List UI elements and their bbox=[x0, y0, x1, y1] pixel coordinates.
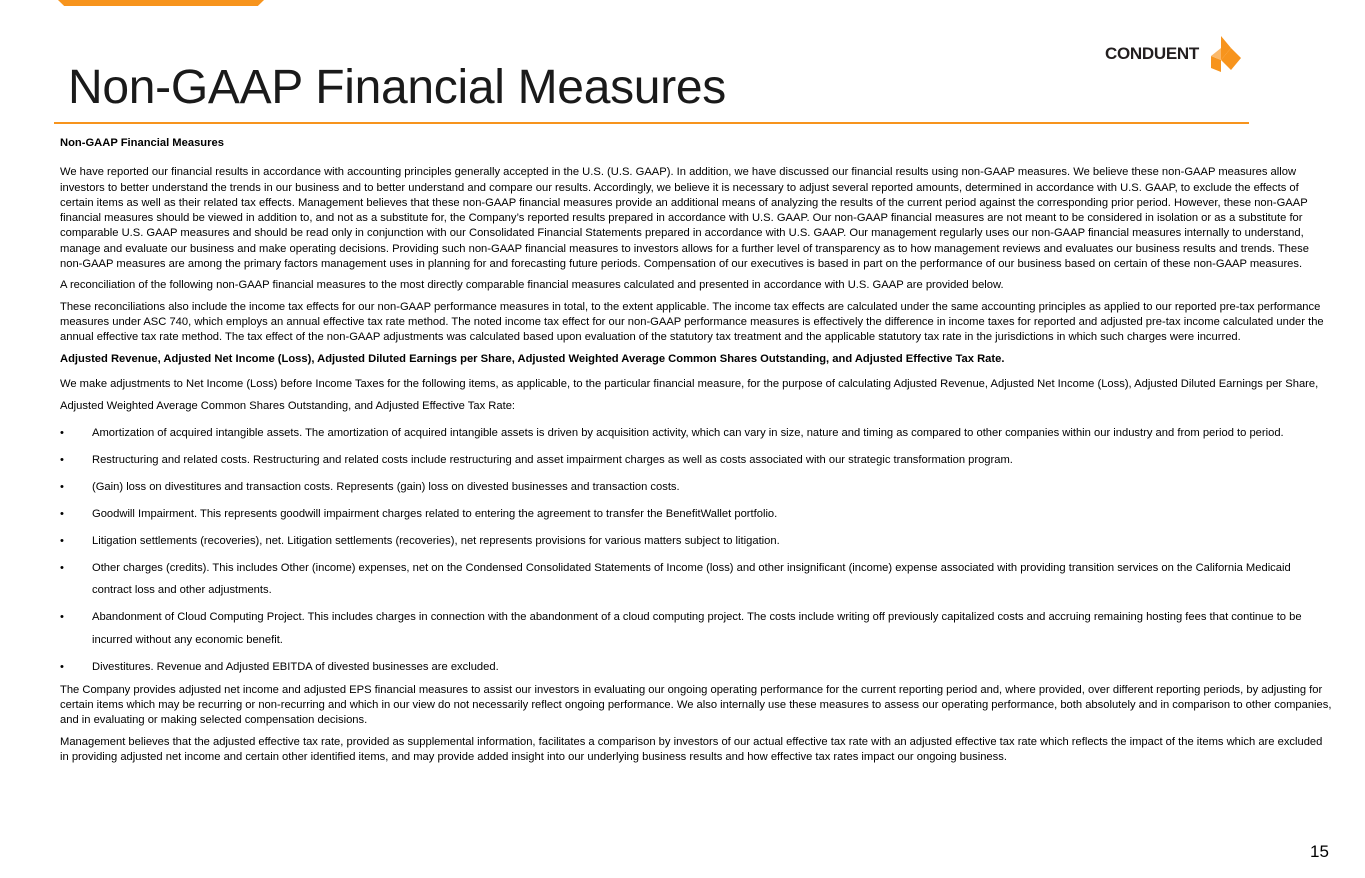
list-item-text: Divestitures. Revenue and Adjusted EBITDA of divested businesses are excluded. bbox=[92, 660, 499, 673]
list-item-text: Amortization of acquired intangible assets. The amortization of acquired intangible assets is driven by acquisition activity, which can vary in size, nature and timing as compared to other companies within our industry and from period to period. bbox=[92, 426, 1284, 439]
paragraph-effective-tax-rate: Management believes that the adjusted effective tax rate, provided as supplemental information, facilitates a comparison by investors of our actual effective tax rate with an adjusted effective tax rate which reflects the impact of the items which are excluded in providing adjusted net income and certain other identified items, and may provide added insight into our underlying business results and how effective tax rates impact our ongoing business. bbox=[60, 735, 1323, 764]
bullet-marker: • bbox=[60, 561, 64, 574]
title-divider bbox=[54, 122, 1249, 124]
list-item bbox=[60, 606, 1332, 651]
list-item-text: Restructuring and related costs. Restructuring and related costs include restructuring and asset impairment charges as well as costs associated with our strategic transformation program. bbox=[92, 453, 1013, 466]
paragraph-intro: We have reported our financial results in accordance with accounting principles generally accepted in the U.S. (U.S. GAAP). In addition, we have discussed our financial results using non-GAAP measures. We believe these non-GAAP measures allow investors to better understand the trends in our business and to better understand and compare our results. Accordingly, we believe it is necessary to adjust several reported amounts, determined in accordance with U.S. GAAP, to exclude the effects of certain items as well as their related tax effects. Management believes that these non-GAAP financial measures provide an additional means of analyzing the results of the current period against the corresponding prior period. However, these non-GAAP financial measures should be viewed in addition to, and not as a substitute for, the Company’s reported results prepared in accordance with U.S. GAAP. Our non-GAAP financial measures are not meant to be considered in isolation or as a substitute for comparable U.S. GAAP measures and should be read only in conjunction with our Consolidated Financial Statements prepared in accordance with U.S. GAAP. Our management regularly uses our non-GAAP financial measures internally to understand, manage and evaluate our business and make operating decisions. Providing such non-GAAP financial measures to investors allows for a further level of transparency as to how management reviews and evaluates our business results and trends. These non-GAAP measures are among the primary factors management uses in planning for and forecasting future periods. Compensation of our executives is based in part on the performance of our business based on certain of these non-GAAP measures. bbox=[60, 166, 1309, 271]
list-item-text: Other charges (credits). This includes Other (income) expenses, net on the Condensed Consolidated Statements of Income (loss) and other insignificant (income) expense associated with providing transition services on the California Medicaid contract loss and other adjustments. bbox=[92, 561, 1291, 597]
bullet-marker: • bbox=[60, 507, 64, 520]
section-heading: Non-GAAP Financial Measures bbox=[60, 137, 224, 149]
bullet-marker: • bbox=[60, 453, 64, 466]
paragraph-reconciliation: A reconciliation of the following non-GAAP financial measures to the most directly comparable financial measures calculated and presented in accordance with U.S. GAAP are provided below. bbox=[60, 279, 1004, 292]
adjustments-intro: We make adjustments to Net Income (Loss) before Income Taxes for the following items, as applicable, to the particular financial measure, for the purpose of calculating Adjusted Revenue, Adjusted Net Income (Loss), Adjusted Diluted Earnings per Share, Adjusted Weighted Average Common Shares Outstanding, and Adjusted Effective Tax Rate: bbox=[60, 377, 1319, 413]
bullet-marker: • bbox=[60, 426, 64, 439]
list-item bbox=[60, 449, 1332, 472]
adjustments-list bbox=[60, 422, 1332, 679]
list-item-text: Abandonment of Cloud Computing Project. This includes charges in connection with the abandonment of a cloud computing project. The costs include writing off previously capitalized costs and accruing remaining hosting fees that continue to be incurred without any economic benefit. bbox=[92, 611, 1302, 646]
adjusted-measures-heading: Adjusted Revenue, Adjusted Net Income (Loss), Adjusted Diluted Earnings per Share, Adjusted Weighted Average Common Shares Outstanding, and Adjusted Effective Tax Rate. bbox=[60, 352, 1005, 365]
bullet-marker: • bbox=[60, 480, 64, 493]
list-item bbox=[60, 503, 1332, 526]
top-accent-bar bbox=[58, 0, 264, 6]
list-item bbox=[60, 557, 1332, 602]
conduent-logo bbox=[1105, 34, 1245, 74]
document-body bbox=[60, 136, 1332, 771]
conduent-mark-icon bbox=[1205, 34, 1245, 74]
page-number: 15 bbox=[1310, 842, 1329, 861]
list-item bbox=[60, 476, 1332, 499]
page-title: Non-GAAP Financial Measures bbox=[68, 61, 726, 114]
logo-wordmark: CONDUENT bbox=[1105, 44, 1199, 63]
list-item-text: (Gain) loss on divestitures and transaction costs. Represents (gain) loss on divested businesses and transaction costs. bbox=[92, 480, 680, 493]
list-item bbox=[60, 422, 1332, 445]
list-item-text: Litigation settlements (recoveries), net. Litigation settlements (recoveries), net represents provisions for various matters subject to litigation. bbox=[92, 534, 780, 547]
list-item bbox=[60, 530, 1332, 553]
list-item bbox=[60, 656, 1332, 679]
bullet-marker: • bbox=[60, 660, 64, 673]
list-item-text: Goodwill Impairment. This represents goodwill impairment charges related to entering the agreement to transfer the BenefitWallet portfolio. bbox=[92, 507, 778, 520]
paragraph-tax-effects: These reconciliations also include the income tax effects for our non-GAAP performance measures in total, to the extent applicable. The income tax effects are calculated under the same accounting principles as applied to our reported pre-tax performance measures under ASC 740, which employs an annual effective tax rate method. The noted income tax effect for our non-GAAP performance measures is effectively the difference in income taxes for reported and adjusted pre-tax income calculated under the annual effective tax rate method. The tax effect of the non-GAAP adjustments was calculated based upon evaluation of the statutory tax treatment and the applicable statutory tax rate in the jurisdictions in which such charges were incurred. bbox=[60, 300, 1324, 344]
bullet-marker: • bbox=[60, 611, 64, 624]
bullet-marker: • bbox=[60, 534, 64, 547]
paragraph-adjusted-eps: The Company provides adjusted net income and adjusted EPS financial measures to assist our investors in evaluating our ongoing operating performance for the current reporting period and, where provided, over different reporting periods, by adjusting for certain items which may be recurring or non-recurring and which in our view do not necessarily reflect ongoing performance. We also internally use these measures to assess our operating performance, both absolutely and in comparison to other companies, and in evaluating or making selected compensation decisions. bbox=[60, 683, 1332, 727]
